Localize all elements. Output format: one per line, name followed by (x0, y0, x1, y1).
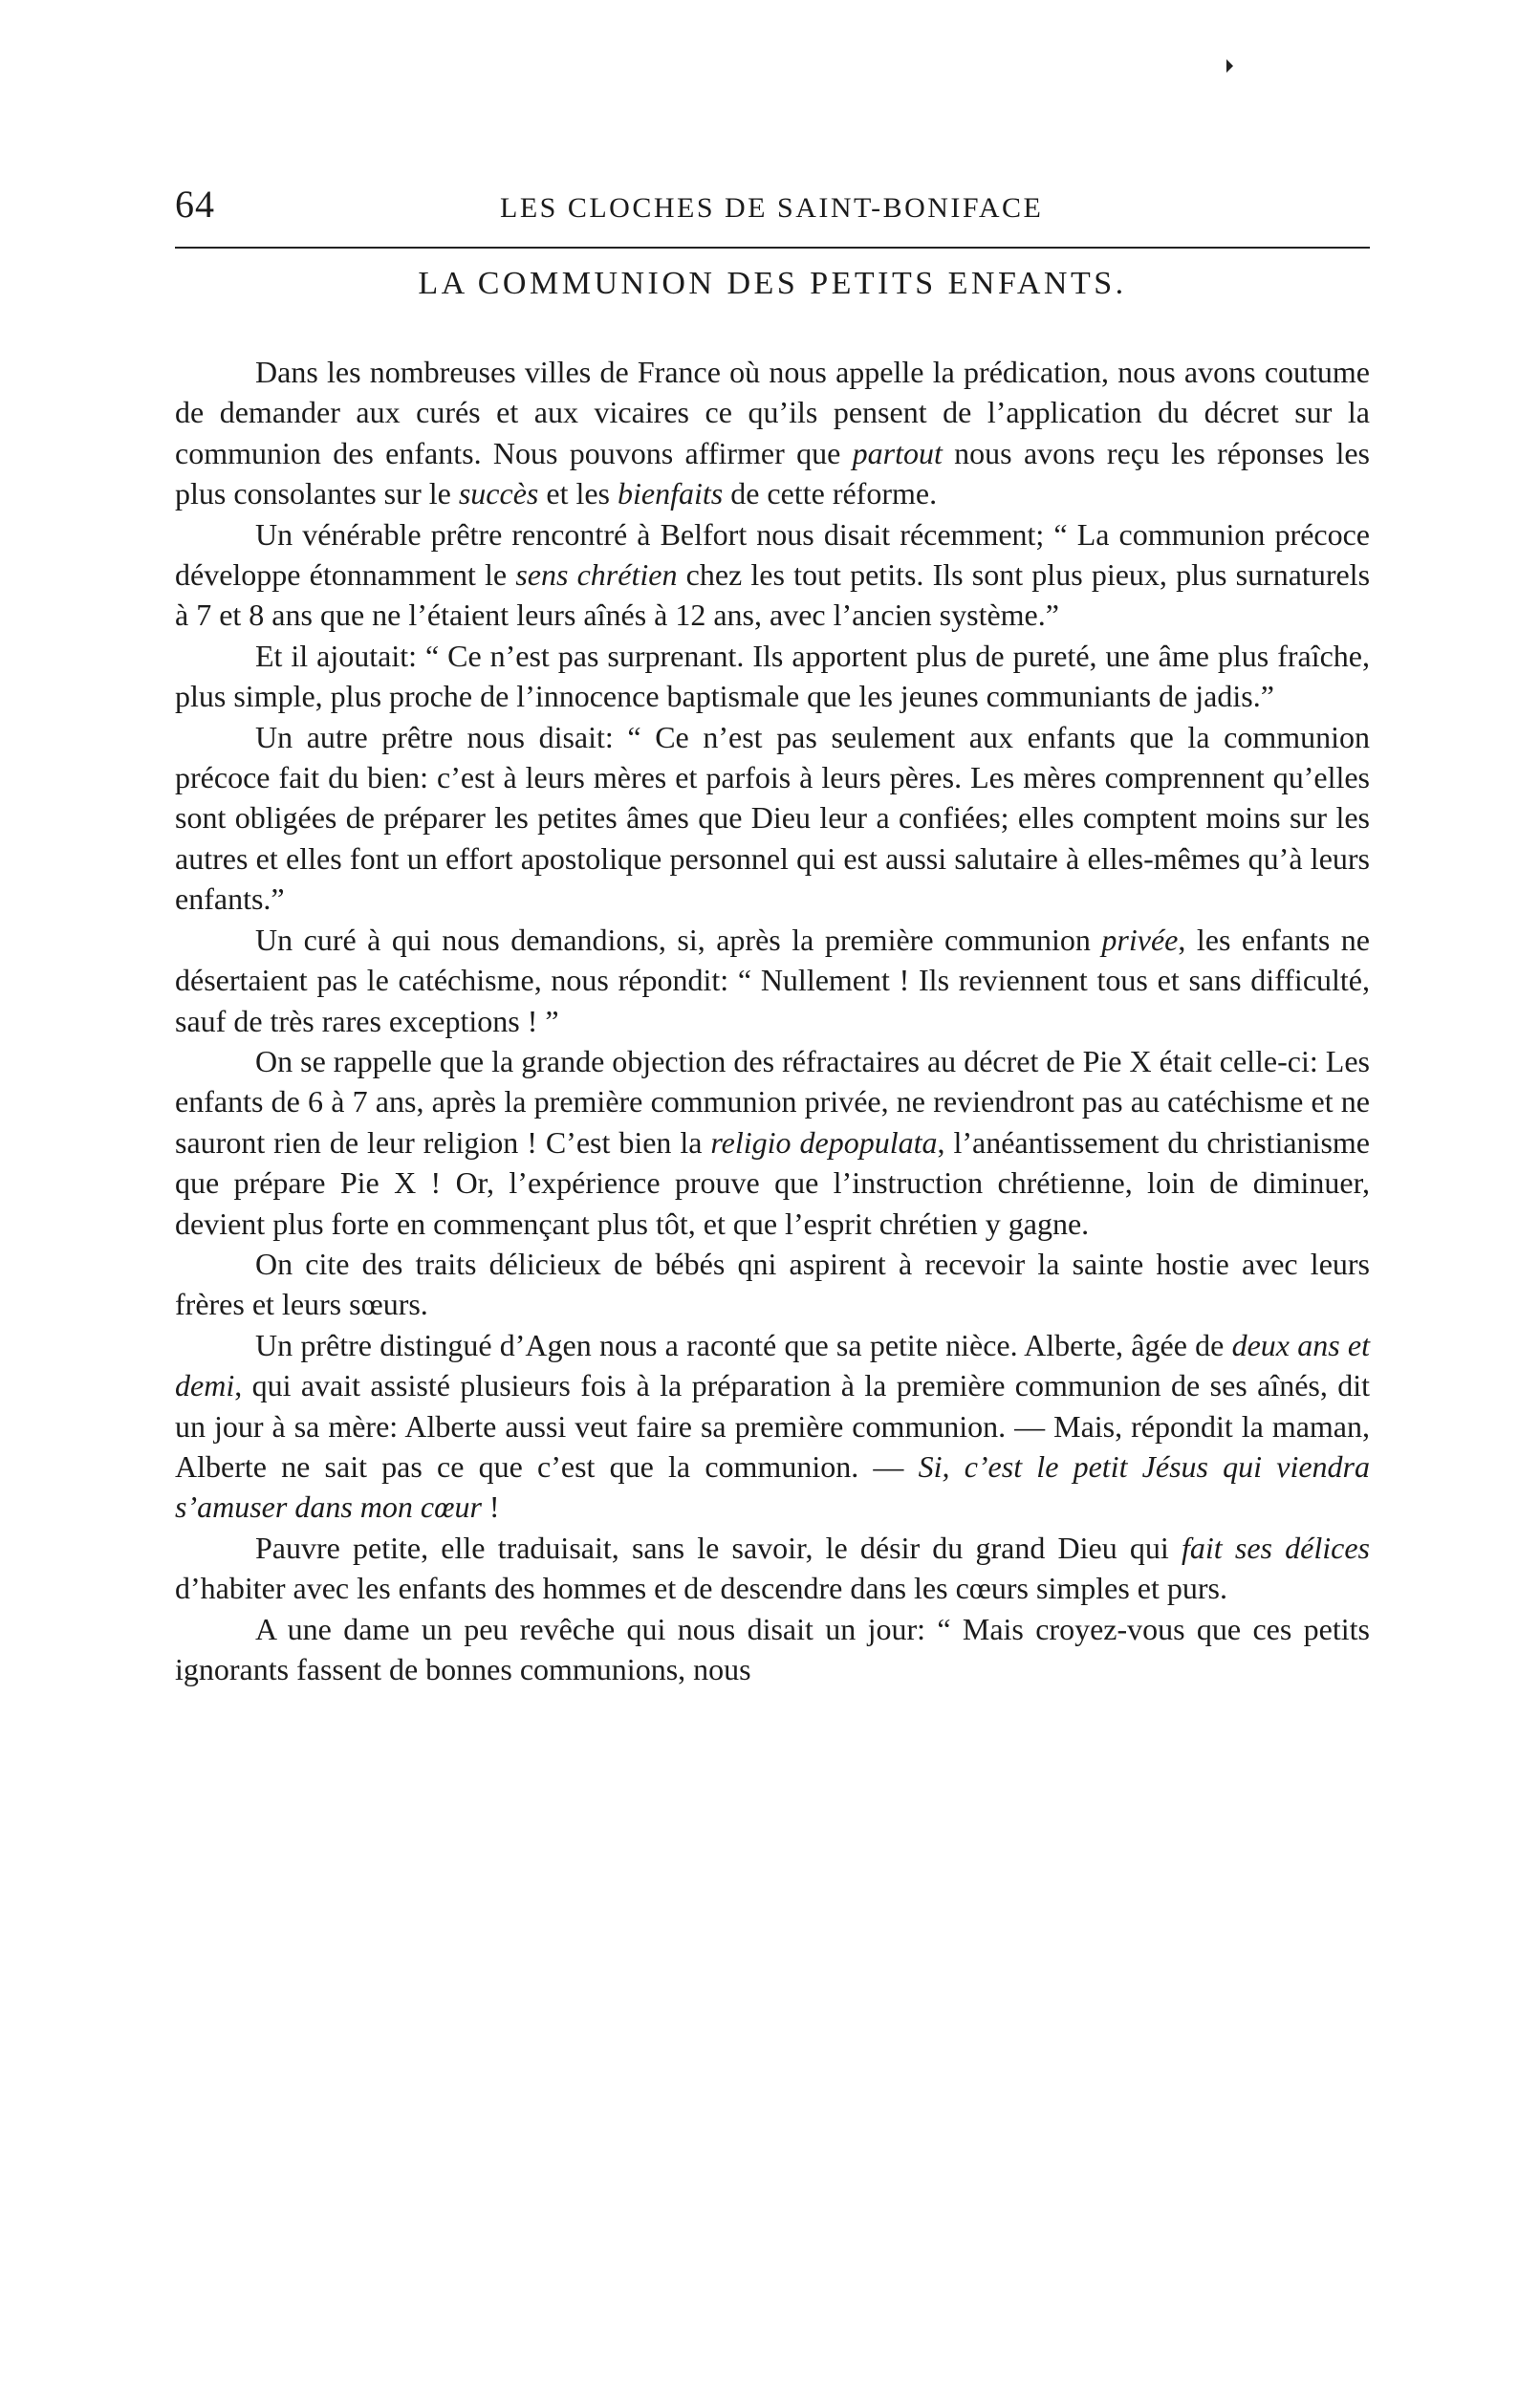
text-run: et les (538, 476, 618, 511)
text-run: de cette réforme. (723, 476, 938, 511)
text-run: , l’anéantissement du christianisme que prépare Pie X ! Or, l’expérience prouve que l’instruction chrétienne, loin de diminuer, devient plus forte en commençant plus tôt, et que l’esprit chrétien y gagne. (175, 1124, 1370, 1241)
paragraph (175, 636, 1370, 717)
italic-phrase: sens chrétien (515, 557, 678, 593)
italic-phrase: deux ans et demi (175, 1327, 1371, 1403)
paragraph (175, 1244, 1370, 1325)
paragraph (175, 352, 1370, 514)
text-run: nous avons reçu les réponses les plus consolantes sur le (175, 435, 1371, 511)
italic-phrase: bienfaits (618, 476, 724, 511)
section-title: LA COMMUNION DES PETITS ENFANTS. (418, 266, 1127, 301)
text-run: Un curé à qui nous demandions, si, après la première communion (255, 922, 1102, 957)
text-run: Pauvre petite, elle traduisait, sans le savoir, le désir du grand Dieu qui (255, 1530, 1182, 1565)
italic-phrase: partout (852, 435, 943, 470)
paragraph (175, 717, 1370, 920)
text-run: Dans les nombreuses villes de France où nous appelle la prédication, nous avons coutume de demander aux curés et aux vicaires ce qu’ils pensent de l’application du décret sur la communion des enfants. Nous pouvons affirmer que (175, 355, 1370, 470)
paragraph (175, 1609, 1370, 1690)
running-head (175, 182, 1370, 226)
italic-phrase: fait ses délices (1182, 1530, 1371, 1565)
text-run: Un vénérable prêtre rencontré à Belfort nous disait récemment; “ La communion précoce développe étonnamment le (175, 516, 1370, 593)
text-run: ! (481, 1489, 500, 1525)
text-run: Un prêtre distingué d’Agen nous a raconté que sa petite nièce. Alberte, âgée de (255, 1327, 1232, 1362)
italic-phrase: Si, c’est le petit Jésus qui viendra s’amuser dans mon cœur (175, 1448, 1371, 1525)
paragraph (175, 1325, 1370, 1528)
body-text (175, 352, 1370, 1689)
header-rule (175, 247, 1370, 249)
page-number: 64 (175, 183, 215, 226)
text-run: chez les tout petits. Ils sont plus pieux, plus surnaturels à 7 et 8 ans que ne l’étaient leurs aînés à 12 ans, avec l’ancien système.” (175, 557, 1371, 633)
margin-mark (1226, 59, 1233, 73)
text-run: , les enfants ne désertaient pas le catéchisme, nous répondit: “ Nullement ! Ils reviennent tous et sans difficulté, sauf de très rares exceptions ! ” (175, 922, 1370, 1038)
italic-phrase: succès (458, 476, 539, 511)
paragraph (175, 1041, 1370, 1244)
paragraph (175, 514, 1370, 636)
text-run: Un autre prêtre nous disait: “ Ce n’est pas seulement aux enfants que la communion précoce fait du bien: c’est à leurs mères et parfois à leurs pères. Les mères comprennent qu’elles sont obligées de préparer les petites âmes que Dieu leur a confiées; elles comptent moins sur les autres et elles font un effort apostolique personnel qui est aussi salutaire à elles-mêmes qu’à leurs enfants.” (175, 719, 1370, 917)
running-title: LES CLOCHES DE SAINT-BONIFACE (500, 192, 1044, 224)
italic-phrase: religio depopulata (710, 1124, 938, 1160)
text-run: On cite des traits délicieux de bébés qni aspirent à recevoir la sainte hostie avec leurs frères et leurs sœurs. (175, 1246, 1370, 1322)
text-run: A une dame un peu revêche qui nous disait un jour: “ Mais croyez-vous que ces petits ignorants fassent de bonnes communions, nous (175, 1611, 1370, 1686)
paragraph (175, 920, 1370, 1041)
text-run: On se rappelle que la grande objection des réfractaires au décret de Pie X était celle-ci: Les enfants de 6 à 7 ans, après la première communion privée, ne reviendront pas au catéchisme et ne sauront rien de leur religion ! C’est bien la (175, 1043, 1370, 1160)
text-run: d’habiter avec les enfants des hommes et de descendre dans les cœurs simples et purs. (175, 1571, 1227, 1606)
text-run: , qui avait assisté plusieurs fois à la préparation à la première communion de ses aînés, dit un jour à sa mère: Alberte aussi veut faire sa première communion. — Mais, répondit la maman, Alberte ne sait pas ce que c’est que la communion. — (175, 1368, 1370, 1484)
italic-phrase: privée (1101, 922, 1179, 957)
paragraph (175, 1528, 1370, 1609)
text-run: Et il ajoutait: “ Ce n’est pas surprenant. Ils apportent plus de pureté, une âme plus fraîche, plus simple, plus proche de l’innocence baptismale que les jeunes communiants de jadis.” (175, 638, 1370, 714)
